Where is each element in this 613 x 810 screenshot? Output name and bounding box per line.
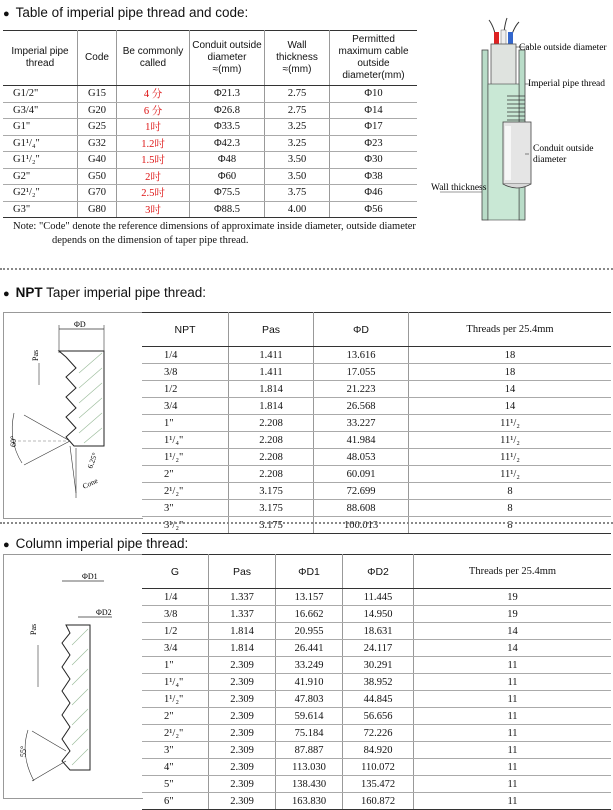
section1-title: ● Table of imperial pipe thread and code: <box>3 5 249 20</box>
table-cell: 2.309 <box>209 657 276 674</box>
cone-label: Cone <box>81 475 100 491</box>
table-cell: Φ21.3 <box>190 86 265 103</box>
col-header: G <box>142 555 209 589</box>
table-cell: 3吋 <box>117 201 190 218</box>
table-cell: 8 <box>409 500 612 517</box>
table-cell: 30.291 <box>343 657 414 674</box>
table-cell: 72.226 <box>343 725 414 742</box>
table-cell: 88.608 <box>314 500 409 517</box>
table-cell: 3.75 <box>265 185 330 202</box>
table-cell: 19 <box>414 606 612 623</box>
table-cell: 160.872 <box>343 793 414 810</box>
col-header: Threads per 25.4mm <box>414 555 612 589</box>
divider <box>0 268 613 270</box>
table-cell: G1¹/₄" <box>3 135 78 152</box>
table-cell: G70 <box>78 185 117 202</box>
table-body <box>142 589 611 810</box>
table-cell: 1/2 <box>142 623 209 640</box>
table-cell: 26.441 <box>276 640 343 657</box>
note-line-2: depends on the dimension of taper pipe thread. <box>52 235 249 246</box>
table-row <box>142 449 611 466</box>
table-body <box>142 347 611 534</box>
table-cell: 11¹/₂ <box>409 466 612 483</box>
table-cell: 4" <box>142 759 209 776</box>
table-header-row <box>142 313 611 347</box>
table-cell: 1.814 <box>229 381 314 398</box>
col-header: Pas <box>229 313 314 347</box>
table-cell: 5" <box>142 776 209 793</box>
table-cell: 11 <box>414 674 612 691</box>
table-row <box>142 347 611 364</box>
table-cell: Φ14 <box>330 102 418 119</box>
table-cell: Φ42.3 <box>190 135 265 152</box>
table-row <box>142 776 611 793</box>
section2-title: ● NPT Taper imperial pipe thread: <box>3 285 207 300</box>
table-cell: 18 <box>409 347 612 364</box>
col-header: Conduit outside diameter ≈(mm) <box>190 31 265 86</box>
taper-line <box>70 446 76 493</box>
table-cell: 1¹/₄" <box>142 432 229 449</box>
table-cell: 60.091 <box>314 466 409 483</box>
table-cell: 2.309 <box>209 674 276 691</box>
table-cell: Φ23 <box>330 135 418 152</box>
col-header: Permitted maximum cable outside diameter(mm) <box>330 31 418 86</box>
table-cell: Φ33.5 <box>190 119 265 136</box>
table-cell: 1" <box>142 657 209 674</box>
table-cell: 41.910 <box>276 674 343 691</box>
section3-title: ● Column imperial pipe thread: <box>3 536 189 551</box>
fitting-highlight <box>505 126 511 180</box>
table-cell: 2.309 <box>209 725 276 742</box>
table-cell: 1¹/₂" <box>142 449 229 466</box>
table-cell: 3.175 <box>229 517 314 534</box>
table-row <box>142 381 611 398</box>
table-row <box>142 742 611 759</box>
table-cell: 1" <box>142 415 229 432</box>
col-header: Pas <box>209 555 276 589</box>
table-cell: Φ26.8 <box>190 102 265 119</box>
table-cell: 33.249 <box>276 657 343 674</box>
table-cell: 2.208 <box>229 415 314 432</box>
table-cell: 13.157 <box>276 589 343 606</box>
col-header: Imperial pipe thread <box>3 31 78 86</box>
table-row <box>142 415 611 432</box>
table-cell: 1/2 <box>142 381 229 398</box>
table-cell: 18 <box>409 364 612 381</box>
table-cell: G50 <box>78 168 117 185</box>
thread-label: Imperial pipe thread <box>528 79 606 89</box>
table-cell: 26.568 <box>314 398 409 415</box>
flank-line <box>24 415 70 441</box>
table-header-row <box>142 555 611 589</box>
table-row <box>142 793 611 810</box>
conduit-cable-diagram <box>425 14 613 224</box>
table-cell: 3¹/₂" <box>142 517 229 534</box>
table-cell: 2.309 <box>209 708 276 725</box>
table-cell: G2¹/₂" <box>3 185 78 202</box>
table-cell: 41.984 <box>314 432 409 449</box>
flank-line <box>32 761 66 781</box>
table-cell: 8 <box>409 483 612 500</box>
table-cell: 1.2吋 <box>117 135 190 152</box>
table-cell: 2" <box>142 466 229 483</box>
flank-line <box>32 731 66 751</box>
table-cell: 11 <box>414 657 612 674</box>
table-cell: 1.411 <box>229 364 314 381</box>
table-note <box>13 220 423 248</box>
table-row <box>142 640 611 657</box>
npt-thread-diagram <box>4 313 141 516</box>
table-body <box>3 86 417 218</box>
table-cell: 59.614 <box>276 708 343 725</box>
table-cell: 1.411 <box>229 347 314 364</box>
table-cell: 3/8 <box>142 606 209 623</box>
table-cell: 2¹/₂" <box>142 483 229 500</box>
table-cell: 11 <box>414 691 612 708</box>
table-cell: 17.055 <box>314 364 409 381</box>
column-thread-table <box>142 554 611 810</box>
table-cell: 13.616 <box>314 347 409 364</box>
table-row <box>142 432 611 449</box>
table-cell: 138.430 <box>276 776 343 793</box>
bullet-icon: ● <box>3 8 10 20</box>
table-row <box>142 691 611 708</box>
bullet-icon: ● <box>3 539 10 551</box>
table-cell: 3" <box>142 742 209 759</box>
table-cell: Φ10 <box>330 86 418 103</box>
table-cell: 48.053 <box>314 449 409 466</box>
table-cell: 8 <box>409 517 612 534</box>
d-label: ΦD <box>74 320 86 329</box>
table-cell: 3/4 <box>142 398 229 415</box>
table-cell: 2.208 <box>229 466 314 483</box>
table-cell: 1.5吋 <box>117 152 190 169</box>
table-cell: 163.830 <box>276 793 343 810</box>
table-cell: 2.5吋 <box>117 185 190 202</box>
divider <box>0 522 613 524</box>
flank-line <box>24 441 70 465</box>
table-cell: G3/4" <box>3 102 78 119</box>
table-cell: 6" <box>142 793 209 810</box>
wall-label: Wall thickness <box>431 183 487 193</box>
table-cell: Φ38 <box>330 168 418 185</box>
table-cell: Φ56 <box>330 201 418 218</box>
col-header: ΦD1 <box>276 555 343 589</box>
table-cell: 2.75 <box>265 86 330 103</box>
table-cell: 1.337 <box>209 606 276 623</box>
table-row <box>3 119 417 136</box>
table-row <box>3 86 417 103</box>
table-cell: 14 <box>414 640 612 657</box>
table-cell: 2.309 <box>209 759 276 776</box>
table-header-row <box>3 31 417 86</box>
table-row <box>142 589 611 606</box>
table-row <box>3 152 417 169</box>
table-cell: 87.887 <box>276 742 343 759</box>
conduit-wall-left <box>482 50 488 220</box>
table-row <box>142 466 611 483</box>
table-cell: 110.072 <box>343 759 414 776</box>
table-cell: G3" <box>3 201 78 218</box>
table-cell: 11 <box>414 759 612 776</box>
table-cell: G20 <box>78 102 117 119</box>
table-cell: 2.75 <box>265 102 330 119</box>
table-cell: 38.952 <box>343 674 414 691</box>
table-cell: Φ60 <box>190 168 265 185</box>
col-header: Code <box>78 31 117 86</box>
table-cell: 11 <box>414 793 612 810</box>
column-thread-diagram <box>4 555 141 796</box>
table-cell: G15 <box>78 86 117 103</box>
table-cell: 2¹/₂" <box>142 725 209 742</box>
table-cell: 11¹/₂ <box>409 449 612 466</box>
table-cell: 11¹/₂ <box>409 415 612 432</box>
angle-label: 55° <box>19 745 28 757</box>
col-header: NPT <box>142 313 229 347</box>
table-row <box>142 725 611 742</box>
table-cell: 2.309 <box>209 776 276 793</box>
conduit-label-2: diameter <box>533 155 567 165</box>
table-row <box>142 759 611 776</box>
pas-label: Pas <box>29 623 38 635</box>
table-cell: 75.184 <box>276 725 343 742</box>
table-row <box>142 606 611 623</box>
table-row <box>142 674 611 691</box>
cable-label: Cable outside diameter <box>519 43 607 53</box>
table-cell: 135.472 <box>343 776 414 793</box>
note-line-1: Note: "Code" denote the reference dimensions of approximate inside diameter, outside diameter <box>13 221 416 232</box>
table-row <box>142 500 611 517</box>
table-cell: 19 <box>414 589 612 606</box>
table-cell: 1.814 <box>209 623 276 640</box>
conduit-label-1: Conduit outside <box>533 144 594 154</box>
table-cell: G32 <box>78 135 117 152</box>
col-header: ΦD <box>314 313 409 347</box>
table-cell: Φ17 <box>330 119 418 136</box>
table-cell: 2" <box>142 708 209 725</box>
table-cell: 113.030 <box>276 759 343 776</box>
table-cell: 3.175 <box>229 500 314 517</box>
table-cell: 11.445 <box>343 589 414 606</box>
table-cell: Φ88.5 <box>190 201 265 218</box>
table-cell: 1/4 <box>142 589 209 606</box>
table-cell: Φ48 <box>190 152 265 169</box>
col-header: ΦD2 <box>343 555 414 589</box>
thread-profile <box>62 625 90 770</box>
table-cell: 11 <box>414 776 612 793</box>
table-cell: 4 分 <box>117 86 190 103</box>
table-cell: 3.25 <box>265 119 330 136</box>
table-row <box>142 398 611 415</box>
table-cell: 24.117 <box>343 640 414 657</box>
table-cell: 3" <box>142 500 229 517</box>
table-row <box>142 483 611 500</box>
table-cell: 1.337 <box>209 589 276 606</box>
table-cell: 33.227 <box>314 415 409 432</box>
table-cell: 18.631 <box>343 623 414 640</box>
d1-label: ΦD1 <box>82 572 98 581</box>
table-row <box>3 135 417 152</box>
table-cell: 2.309 <box>209 793 276 810</box>
table-row <box>3 102 417 119</box>
npt-table <box>142 312 611 534</box>
col-header: Be commonly called <box>117 31 190 86</box>
table-cell: 100.013 <box>314 517 409 534</box>
table-cell: 1吋 <box>117 119 190 136</box>
table-row <box>3 201 417 218</box>
table-cell: G1" <box>3 119 78 136</box>
table-cell: 47.803 <box>276 691 343 708</box>
table-cell: Φ30 <box>330 152 418 169</box>
table-cell: 14 <box>409 398 612 415</box>
table-cell: G1/2" <box>3 86 78 103</box>
table-cell: 1.814 <box>209 640 276 657</box>
table-row <box>3 168 417 185</box>
taper-label: 6.25° <box>85 451 100 470</box>
table-cell: 56.656 <box>343 708 414 725</box>
table-cell: 20.955 <box>276 623 343 640</box>
table-row <box>142 364 611 381</box>
table-row <box>142 657 611 674</box>
table-cell: 14 <box>409 381 612 398</box>
table-cell: 44.845 <box>343 691 414 708</box>
table-cell: 21.223 <box>314 381 409 398</box>
table-row <box>3 185 417 202</box>
table-cell: 1¹/₂" <box>142 691 209 708</box>
table-cell: G2" <box>3 168 78 185</box>
imperial-pipe-table <box>3 30 417 218</box>
table-cell: G80 <box>78 201 117 218</box>
table-cell: Φ75.5 <box>190 185 265 202</box>
table-row <box>142 623 611 640</box>
table-cell: 2吋 <box>117 168 190 185</box>
table-cell: 4.00 <box>265 201 330 218</box>
table-cell: 3.175 <box>229 483 314 500</box>
table-cell: 1/4 <box>142 347 229 364</box>
table-cell: 2.208 <box>229 432 314 449</box>
table-cell: 2.309 <box>209 742 276 759</box>
table-cell: 72.699 <box>314 483 409 500</box>
table-cell: 2.309 <box>209 691 276 708</box>
table-cell: 11 <box>414 742 612 759</box>
table-cell: 1¹/₄" <box>142 674 209 691</box>
table-cell: 3/8 <box>142 364 229 381</box>
table-row <box>142 708 611 725</box>
table-cell: 2.208 <box>229 449 314 466</box>
table-cell: G40 <box>78 152 117 169</box>
angle-label: 60° <box>9 435 18 447</box>
table-cell: G1¹/₂" <box>3 152 78 169</box>
col-header: Threads per 25.4mm <box>409 313 612 347</box>
table-cell: 6 分 <box>117 102 190 119</box>
table-cell: 11 <box>414 725 612 742</box>
bullet-icon: ● <box>3 288 10 300</box>
d2-label: ΦD2 <box>96 608 112 617</box>
table-cell: G25 <box>78 119 117 136</box>
col-header: Wall thickness ≈(mm) <box>265 31 330 86</box>
table-cell: 11 <box>414 708 612 725</box>
table-cell: 14.950 <box>343 606 414 623</box>
table-cell: 3.25 <box>265 135 330 152</box>
table-cell: 84.920 <box>343 742 414 759</box>
table-cell: 11¹/₂ <box>409 432 612 449</box>
table-cell: Φ46 <box>330 185 418 202</box>
pas-label: Pas <box>31 349 40 361</box>
table-cell: 1.814 <box>229 398 314 415</box>
table-cell: 3/4 <box>142 640 209 657</box>
table-cell: 16.662 <box>276 606 343 623</box>
table-cell: 14 <box>414 623 612 640</box>
table-cell: 3.50 <box>265 168 330 185</box>
table-row <box>142 517 611 534</box>
table-cell: 3.50 <box>265 152 330 169</box>
